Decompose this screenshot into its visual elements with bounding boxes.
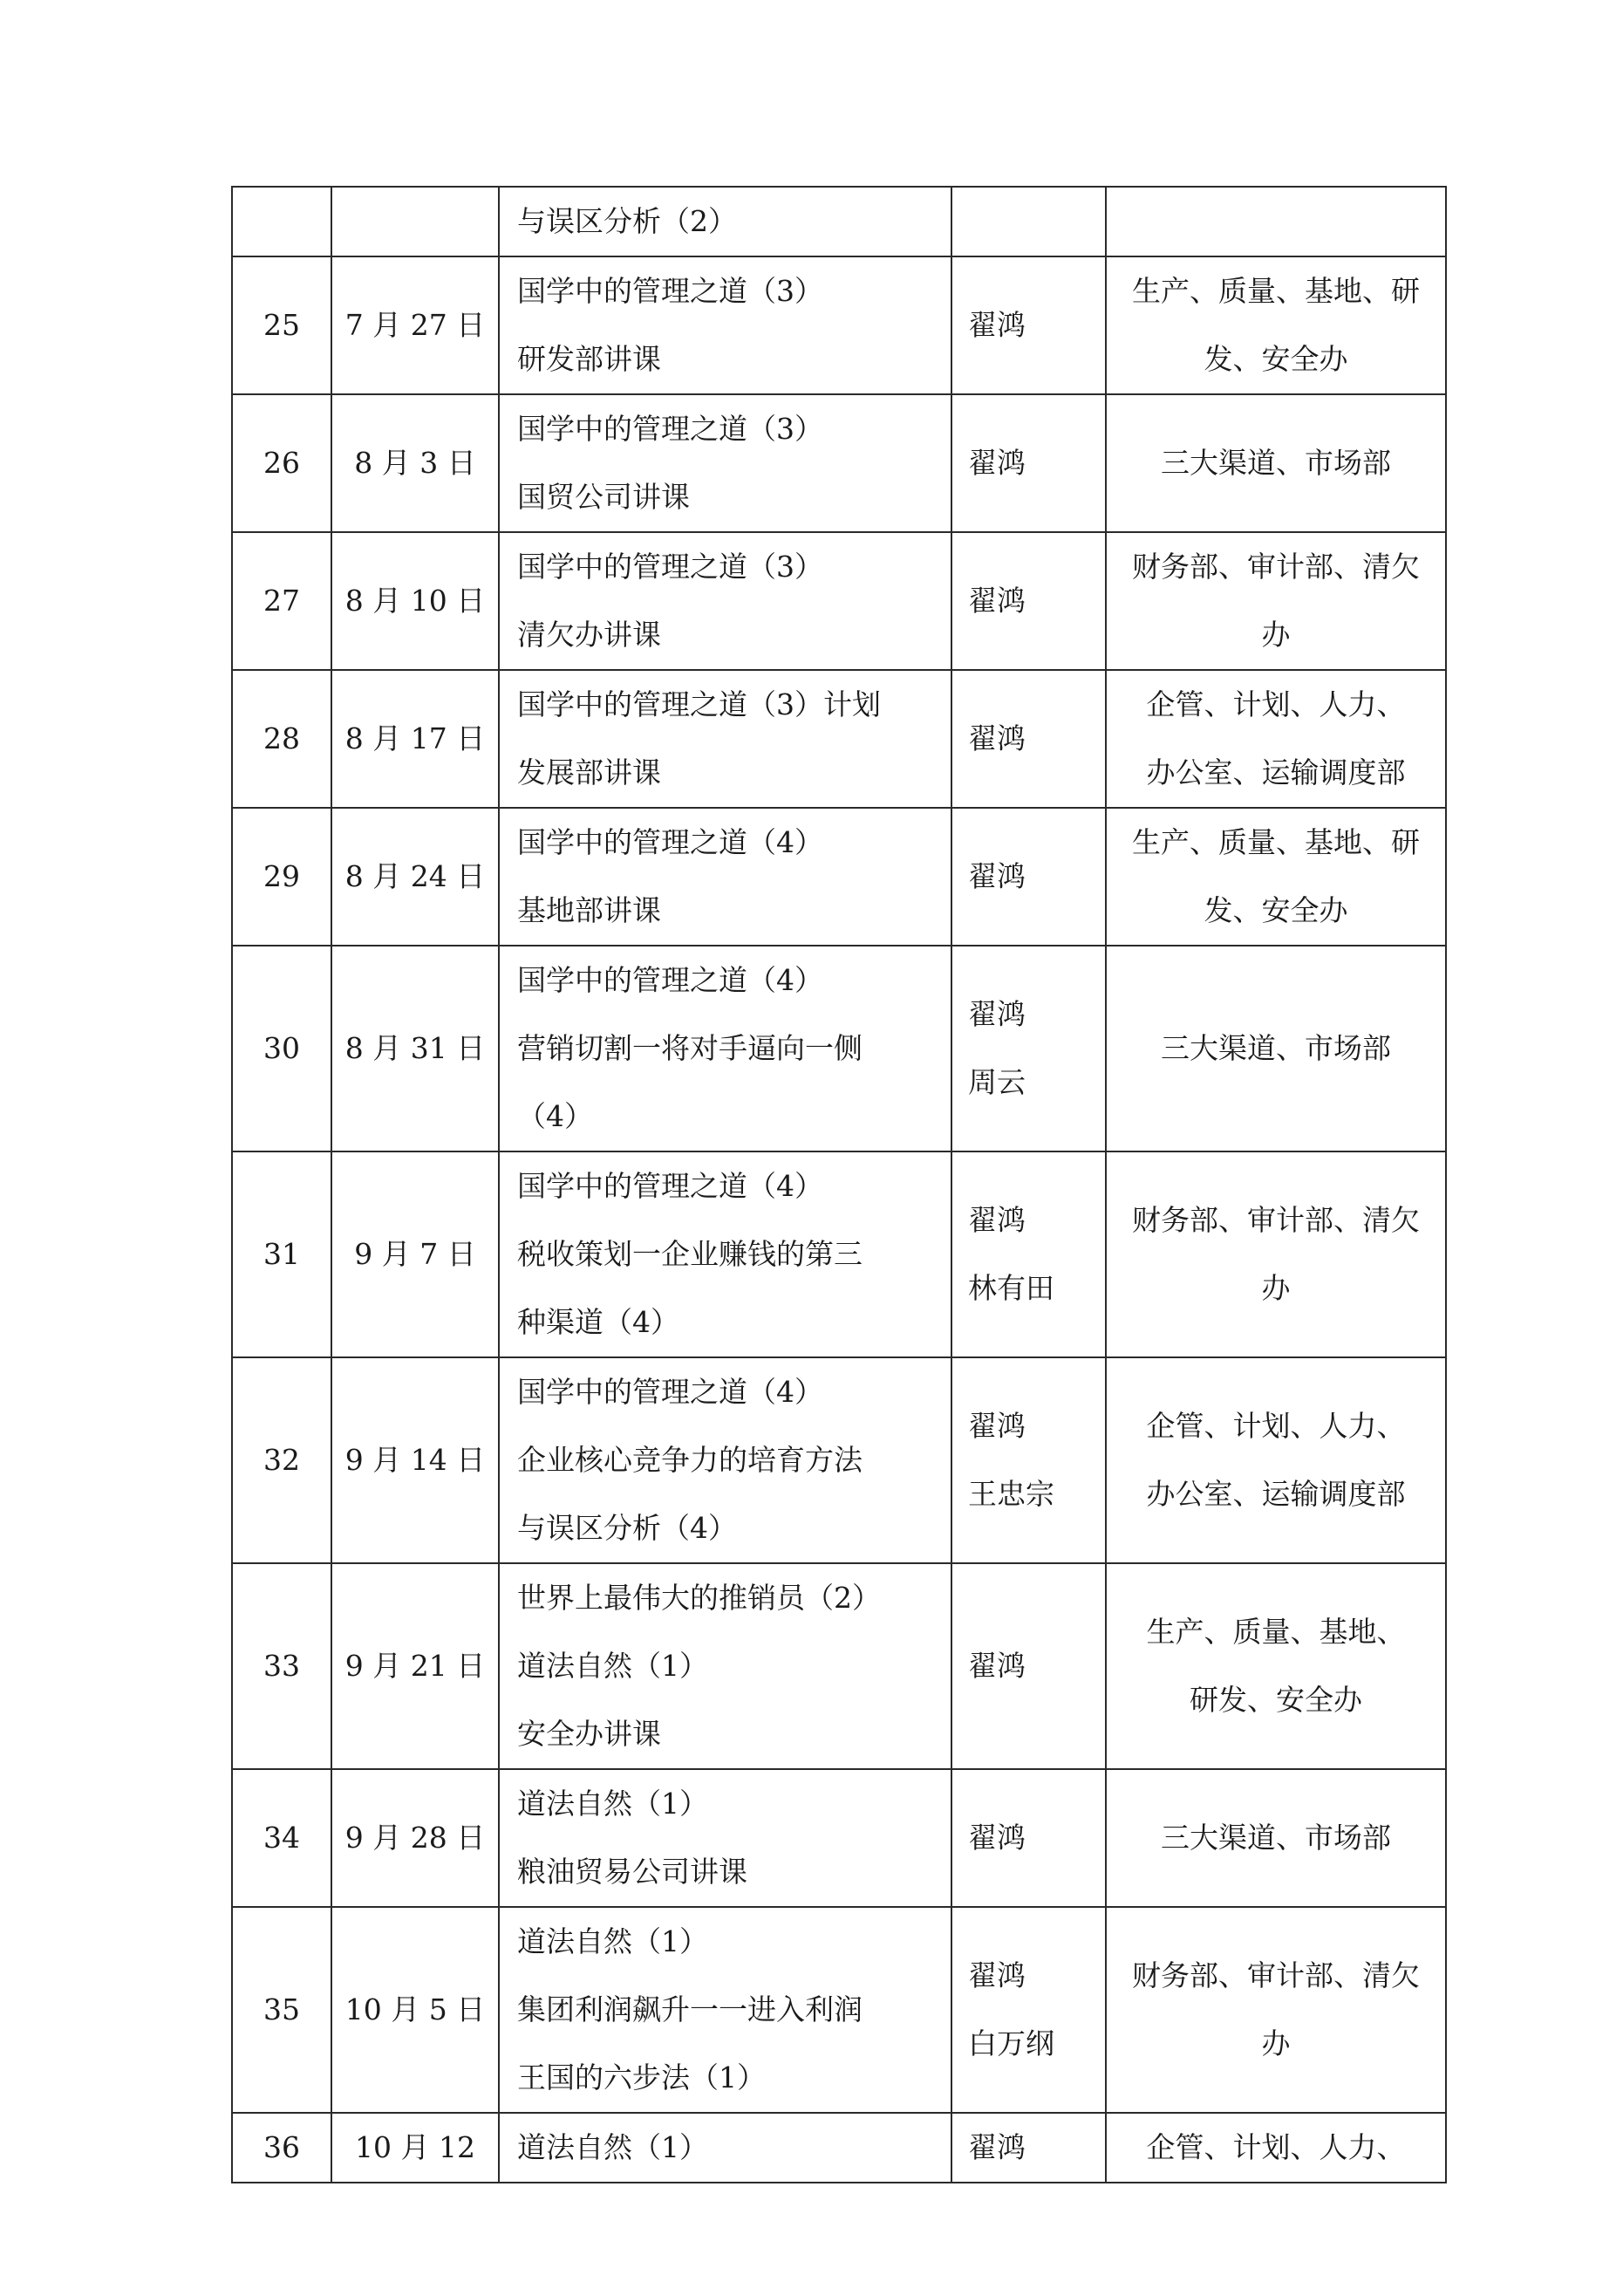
row-number-cell [232,532,331,670]
row-number: 27 [263,584,300,618]
table-row [232,1151,1446,1357]
audience-line: 财务部、审计部、清欠 [1132,1958,1420,1992]
teacher-name: 翟鸿 [968,584,1026,618]
teacher-cell [951,2113,1106,2183]
teacher-name: 翟鸿 [968,1409,1026,1443]
row-number-cell [232,1151,331,1357]
audience-cell [1106,670,1446,808]
audience-line: 发、安全办 [1204,342,1348,376]
topic-cell [499,532,951,670]
table-row [232,670,1446,808]
audience-line: 研发、安全办 [1190,1683,1362,1717]
topic-line: 粮油贸易公司讲课 [517,1855,747,1889]
row-number: 33 [263,1649,300,1683]
topic-line: 国学中的管理之道（3） [517,274,823,308]
topic-line: 国学中的管理之道（3） [517,550,823,584]
topic-line: 清欠办讲课 [517,618,661,652]
audience-cell [1106,256,1446,394]
session-date: 8 月 24 日 [344,859,486,893]
audience-line: 三大渠道、市场部 [1161,1031,1391,1065]
schedule-body [232,187,1446,2183]
teacher-name: 白万纲 [968,2026,1054,2060]
topic-line: 集团利润飙升一一进入利润 [517,1992,863,2026]
teacher-name: 王忠宗 [968,1477,1054,1511]
topic-line: 国学中的管理之道（3） [517,412,823,446]
session-date: 9 月 28 日 [344,1821,486,1855]
topic-cell [499,1907,951,2113]
audience-cell [1106,1357,1446,1563]
row-number-cell [232,1769,331,1907]
teacher-cell [951,670,1106,808]
teacher-name: 翟鸿 [968,997,1026,1031]
topic-line: 道法自然（1） [517,2130,708,2164]
audience-cell [1106,1769,1446,1907]
teacher-cell [951,394,1106,532]
teacher-name: 翟鸿 [968,1821,1026,1855]
row-number-cell [232,1907,331,2113]
date-cell [331,946,499,1151]
date-cell [331,1151,499,1357]
session-date: 7 月 27 日 [344,308,486,342]
audience-line: 三大渠道、市场部 [1161,1821,1391,1855]
teacher-name: 翟鸿 [968,721,1026,755]
teacher-cell [951,187,1106,256]
date-cell [331,2113,499,2183]
table-row [232,532,1446,670]
topic-line: 与误区分析（4） [517,1511,737,1545]
topic-cell [499,256,951,394]
session-date: 9 月 7 日 [354,1237,476,1271]
teacher-cell [951,808,1106,946]
topic-line: 发展部讲课 [517,755,661,789]
topic-line: 企业核心竞争力的培育方法 [517,1443,863,1477]
teacher-name: 翟鸿 [968,2130,1026,2164]
audience-line: 办 [1261,618,1291,652]
audience-line: 财务部、审计部、清欠 [1132,1203,1420,1237]
audience-line: 生产、质量、基地、研 [1132,274,1420,308]
teacher-cell [951,1769,1106,1907]
topic-line: 世界上最伟大的推销员（2） [517,1581,881,1615]
teacher-name: 翟鸿 [968,308,1026,342]
teacher-cell [951,256,1106,394]
row-number: 26 [263,446,300,480]
table-row [232,1563,1446,1769]
topic-line: 与误区分析（2） [517,204,737,238]
topic-line: 国学中的管理之道（4） [517,963,823,997]
teacher-name: 翟鸿 [968,446,1026,480]
audience-line: 发、安全办 [1204,893,1348,927]
row-number-cell [232,1563,331,1769]
table-row [232,394,1446,532]
topic-cell [499,670,951,808]
audience-line: 办公室、运输调度部 [1146,1477,1406,1511]
audience-line: 生产、质量、基地、 [1146,1615,1406,1649]
audience-cell [1106,946,1446,1151]
row-number: 31 [263,1237,300,1271]
date-cell [331,670,499,808]
date-cell [331,1769,499,1907]
audience-line: 企管、计划、人力、 [1146,2130,1406,2164]
topic-line: 道法自然（1） [517,1924,708,1958]
audience-cell [1106,1907,1446,2113]
table-row [232,808,1446,946]
teacher-cell [951,1357,1106,1563]
row-number-cell [232,394,331,532]
date-cell [331,1907,499,2113]
teacher-name: 翟鸿 [968,1958,1026,1992]
topic-cell [499,1357,951,1563]
teacher-cell [951,1907,1106,2113]
teacher-cell [951,946,1106,1151]
session-date: 9 月 21 日 [344,1649,486,1683]
row-number-cell [232,808,331,946]
row-number: 36 [263,2130,300,2164]
audience-cell [1106,2113,1446,2183]
row-number-cell [232,2113,331,2183]
date-cell [331,1357,499,1563]
date-cell [331,1563,499,1769]
audience-line: 办公室、运输调度部 [1146,755,1406,789]
teacher-cell [951,1563,1106,1769]
topic-line: 王国的六步法（1） [517,2060,766,2094]
teacher-name: 翟鸿 [968,1203,1026,1237]
topic-cell [499,1151,951,1357]
row-number-cell [232,256,331,394]
table-row [232,256,1446,394]
row-number-cell [232,670,331,808]
topic-line: 营销切割一将对手逼向一侧 [517,1031,863,1065]
session-date: 8 月 17 日 [344,721,486,755]
topic-line: （4） [517,1099,593,1133]
date-cell [331,394,499,532]
audience-cell [1106,1151,1446,1357]
row-number: 30 [263,1031,300,1065]
row-number-cell [232,187,331,256]
session-date: 10 月 12 [355,2130,475,2164]
teacher-cell [951,532,1106,670]
topic-line: 国学中的管理之道（4） [517,825,823,859]
audience-cell [1106,1563,1446,1769]
audience-line: 办 [1261,1271,1291,1305]
topic-line: 道法自然（1） [517,1649,708,1683]
row-number-cell [232,946,331,1151]
topic-cell [499,946,951,1151]
topic-line: 研发部讲课 [517,342,661,376]
topic-line: 国学中的管理之道（4） [517,1375,823,1409]
schedule-table [231,186,1447,2183]
date-cell [331,532,499,670]
teacher-cell [951,1151,1106,1357]
audience-cell [1106,187,1446,256]
table-row [232,2113,1446,2183]
topic-line: 国学中的管理之道（3）计划 [517,687,881,721]
row-number: 25 [263,308,300,342]
table-row [232,1357,1446,1563]
topic-line: 税收策划一企业赚钱的第三 [517,1237,863,1271]
audience-line: 办 [1261,2026,1291,2060]
row-number: 28 [263,721,300,755]
table-row [232,1769,1446,1907]
session-date: 10 月 5 日 [344,1992,486,2026]
teacher-name: 翟鸿 [968,1649,1026,1683]
teacher-name: 林有田 [968,1271,1054,1305]
session-date: 8 月 3 日 [354,446,476,480]
audience-cell [1106,394,1446,532]
audience-cell [1106,808,1446,946]
session-date: 8 月 31 日 [344,1031,486,1065]
topic-cell [499,394,951,532]
row-number: 29 [263,859,300,893]
topic-cell [499,1769,951,1907]
topic-line: 道法自然（1） [517,1787,708,1821]
topic-line: 种渠道（4） [517,1305,679,1339]
audience-line: 财务部、审计部、清欠 [1132,550,1420,584]
table-row [232,1907,1446,2113]
audience-line: 三大渠道、市场部 [1161,446,1391,480]
session-date: 9 月 14 日 [344,1443,486,1477]
topic-line: 基地部讲课 [517,893,661,927]
topic-line: 国学中的管理之道（4） [517,1169,823,1203]
date-cell [331,256,499,394]
date-cell [331,187,499,256]
topic-cell [499,187,951,256]
topic-cell [499,1563,951,1769]
topic-line: 国贸公司讲课 [517,480,690,514]
table-row [232,946,1446,1151]
row-number-cell [232,1357,331,1563]
row-number: 35 [263,1992,300,2026]
topic-cell [499,2113,951,2183]
topic-cell [499,808,951,946]
audience-line: 企管、计划、人力、 [1146,687,1406,721]
audience-line: 企管、计划、人力、 [1146,1409,1406,1443]
date-cell [331,808,499,946]
session-date: 8 月 10 日 [344,584,486,618]
teacher-name: 翟鸿 [968,859,1026,893]
table-row [232,187,1446,256]
row-number: 34 [263,1821,300,1855]
topic-line: 安全办讲课 [517,1717,661,1751]
audience-cell [1106,532,1446,670]
row-number: 32 [263,1443,300,1477]
audience-line: 生产、质量、基地、研 [1132,825,1420,859]
teacher-name: 周云 [968,1065,1026,1099]
